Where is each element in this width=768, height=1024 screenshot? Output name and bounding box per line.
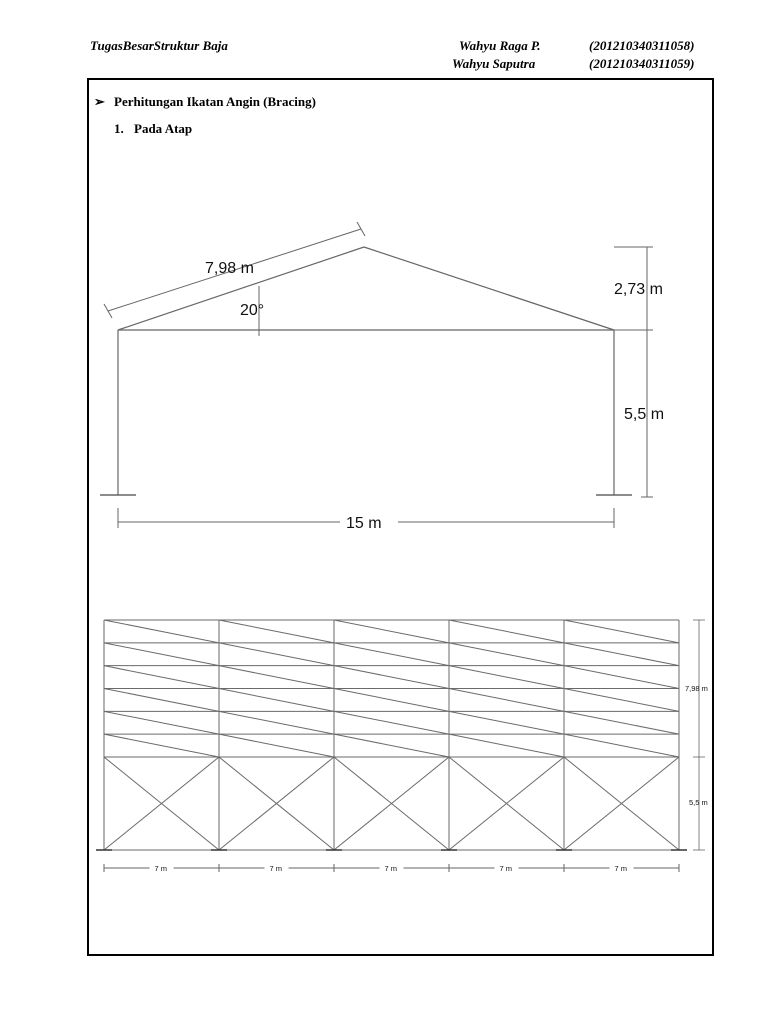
- author1-id: (201210340311058): [589, 38, 695, 53]
- roof-brace: [334, 734, 449, 757]
- roof-brace: [449, 689, 564, 712]
- bay-label: 7 m: [269, 864, 283, 873]
- roof-brace: [104, 734, 219, 757]
- bay-label: 7 m: [499, 864, 513, 873]
- roof-brace: [219, 620, 334, 643]
- course-title: TugasBesarStruktur Baja: [90, 38, 228, 53]
- roof-brace: [219, 643, 334, 666]
- roof-brace: [219, 666, 334, 689]
- roof-brace: [219, 734, 334, 757]
- column-height-label: 5,5 m: [624, 406, 665, 423]
- roof-angle-label: 20°: [240, 302, 265, 319]
- roof-brace: [449, 666, 564, 689]
- section-title: Perhitungan Ikatan Angin (Bracing): [114, 94, 316, 109]
- roof-brace: [449, 711, 564, 734]
- roof-brace: [219, 711, 334, 734]
- roof-brace: [449, 620, 564, 643]
- rafter-length-label: 7,98 m: [205, 260, 254, 277]
- roof-brace: [104, 711, 219, 734]
- author1-name: Wahyu Raga P.: [459, 38, 541, 53]
- roof-brace: [564, 620, 679, 643]
- subsection-number: 1.: [114, 121, 124, 136]
- roof-brace: [104, 689, 219, 712]
- roof-brace: [564, 643, 679, 666]
- roof-brace: [564, 666, 679, 689]
- bay-label: 7 m: [384, 864, 398, 873]
- roof-brace: [564, 734, 679, 757]
- roof-brace: [334, 711, 449, 734]
- bracing-members: [104, 620, 679, 850]
- bullet-icon: ➢: [94, 94, 105, 109]
- bracing-wall-height-label: 5,5 m: [689, 798, 708, 807]
- author2-name: Wahyu Saputra: [452, 56, 536, 71]
- roof-brace: [564, 689, 679, 712]
- roof-brace: [219, 689, 334, 712]
- roof-brace: [104, 666, 219, 689]
- roof-brace: [334, 689, 449, 712]
- roof-brace: [334, 620, 449, 643]
- roof-brace: [449, 734, 564, 757]
- bay-label: 7 m: [154, 864, 168, 873]
- roof-brace: [104, 643, 219, 666]
- subsection-title: Pada Atap: [134, 121, 193, 136]
- bracing-dimension-lines: [693, 620, 705, 850]
- span-label: 15 m: [346, 515, 382, 532]
- bracing-roof-length-label: 7,98 m: [685, 684, 708, 693]
- roof-brace: [564, 711, 679, 734]
- roof-brace: [334, 643, 449, 666]
- roof-brace: [334, 666, 449, 689]
- bay-dimensions: [104, 864, 679, 873]
- roof-brace: [449, 643, 564, 666]
- bay-label: 7 m: [614, 864, 628, 873]
- roof-height-label: 2,73 m: [614, 281, 663, 298]
- roof-brace: [104, 620, 219, 643]
- author2-id: (201210340311059): [589, 56, 695, 71]
